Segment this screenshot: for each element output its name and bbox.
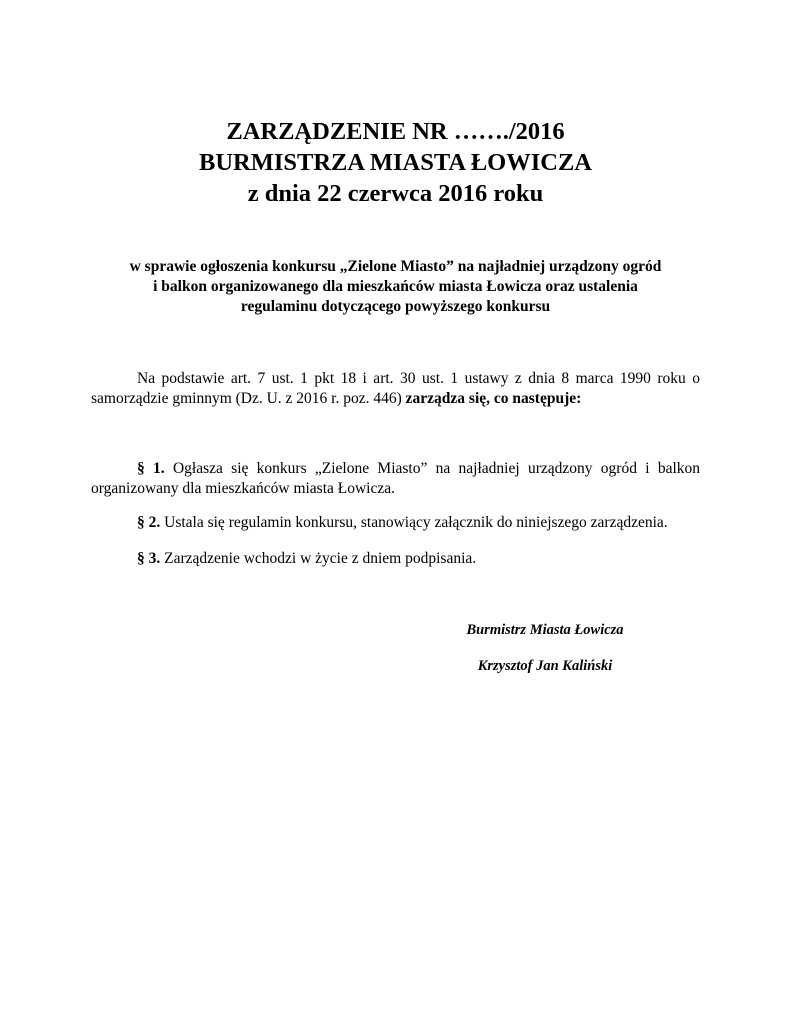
paragraph-2-marker: § 2. (137, 514, 161, 531)
paragraph-1-text: Ogłasza się konkurs „Zielone Miasto” na najładniej urządzony ogród i balkon organizowany dla mieszkańców miasta Łowicza. (91, 460, 701, 497)
title-line-date: z dnia 22 czerwca 2016 roku (247, 180, 544, 207)
paragraph-3 (91, 549, 700, 569)
paragraph-3-text: Zarządzenie wchodzi w życie z dniem podpisania. (160, 550, 477, 567)
signature-position: Burmistrz Miasta Łowicza (466, 622, 624, 638)
paragraph-1-marker: § 1. (137, 460, 165, 477)
paragraph-1 (91, 459, 700, 499)
subject-line-3: regulaminu dotyczącego powyższego konkursu (240, 298, 551, 315)
title-line-ordinance-number: ZARZĄDZENIE NR ……./2016 (226, 118, 565, 145)
paragraph-2-text: Ustala się regulamin konkursu, stanowiący załącznik do niniejszego zarządzenia. (160, 514, 668, 531)
title-line-issuer: BURMISTRZA MIASTA ŁOWICZA (199, 149, 592, 176)
legal-basis-paragraph (91, 369, 700, 409)
signature-block (440, 620, 650, 692)
document-subject (90, 257, 701, 317)
subject-line-2: i balkon organizowanego dla mieszkańców miasta Łowicza oraz ustalenia (153, 278, 638, 295)
legal-basis-text: Na podstawie art. 7 ust. 1 pkt 18 i art. 30 ust. 1 ustawy z dnia 8 marca 1990 roku o samorządzie gminnym (Dz. U. z 2016 r. poz. 446) (91, 370, 700, 407)
paragraph-2 (91, 513, 700, 533)
paragraph-3-marker: § 3. (137, 550, 161, 567)
signature-name: Krzysztof Jan Kaliński (477, 658, 613, 674)
document-title (0, 116, 791, 209)
subject-line-1: w sprawie ogłoszenia konkursu „Zielone Miasto” na najładniej urządzony ogród (129, 258, 662, 275)
legal-basis-emphasis: zarządza się, co następuje: (405, 390, 582, 407)
